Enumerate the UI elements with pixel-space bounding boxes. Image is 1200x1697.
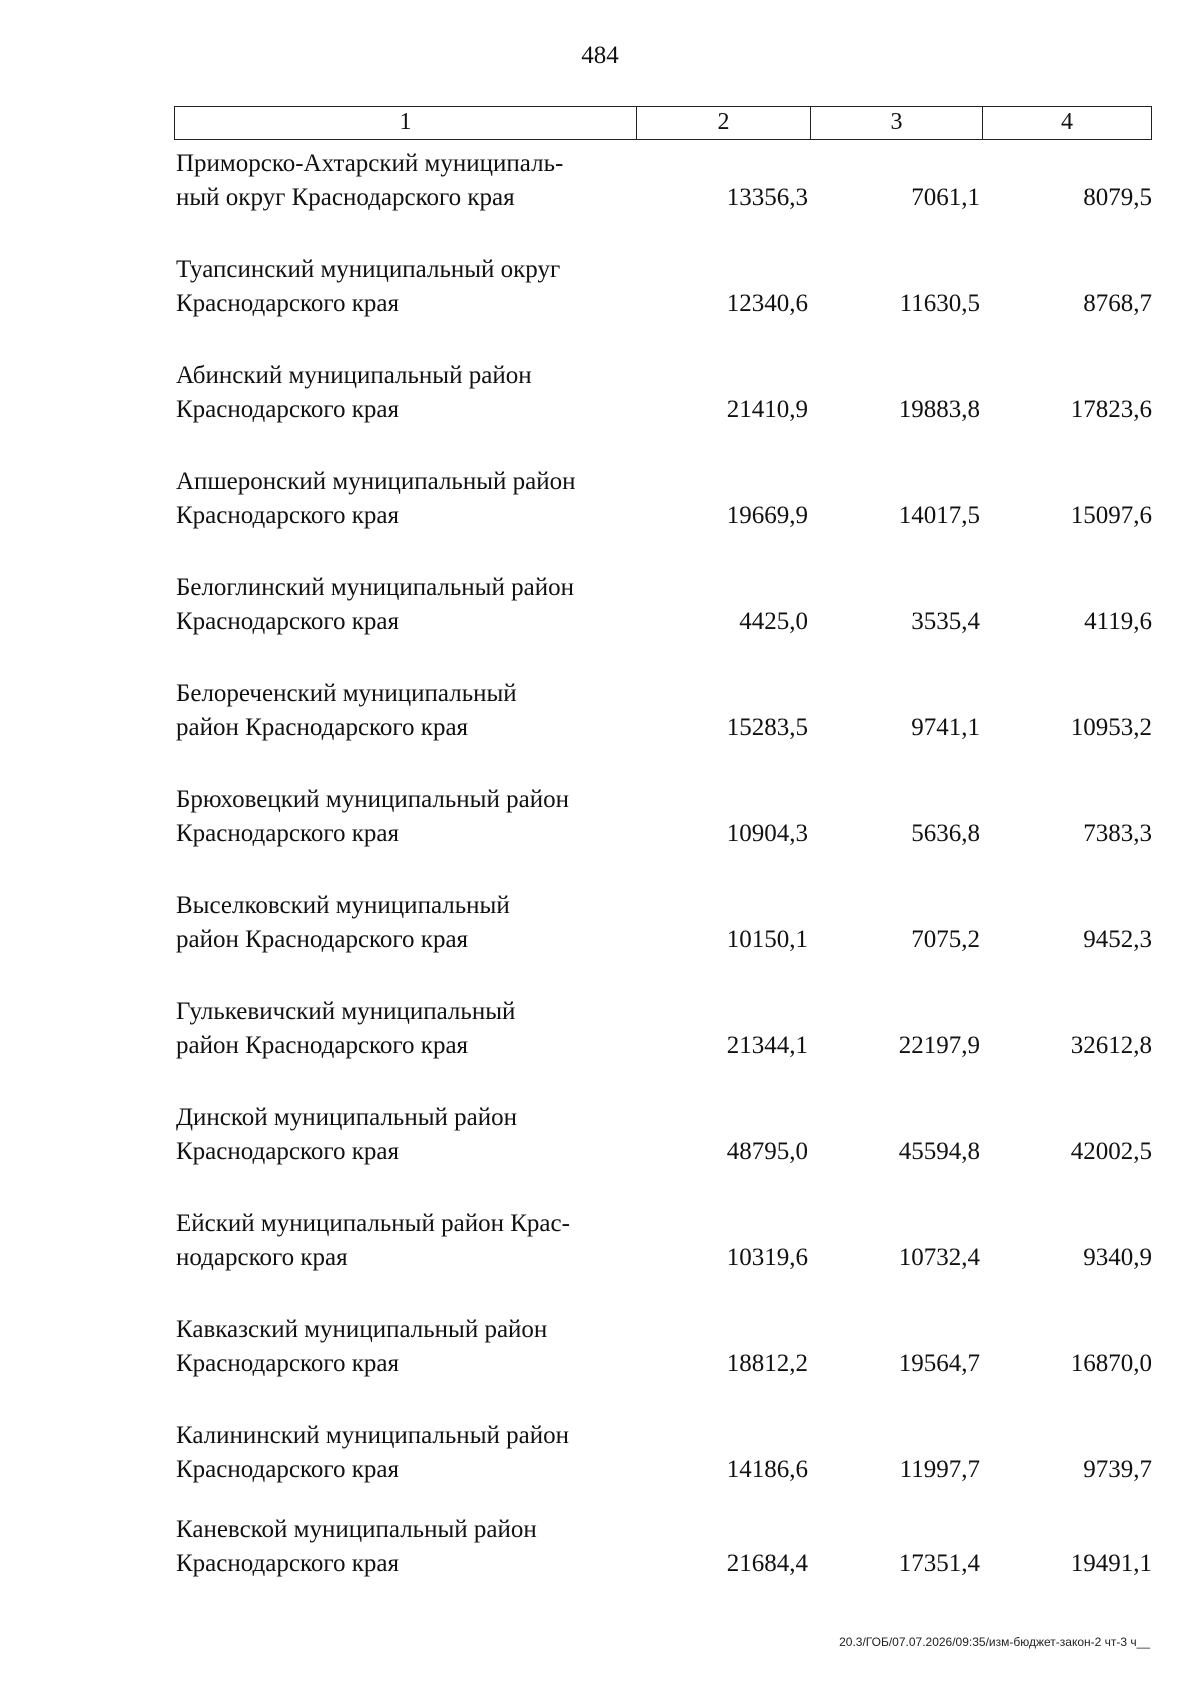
value-col-4: 10953,2 — [1070, 714, 1152, 741]
value-col-2: 21684,4 — [726, 1550, 808, 1577]
value-col-3: 5636,8 — [911, 820, 980, 847]
municipality-name: Белореченский муниципальный район Краснодарского края — [176, 680, 517, 741]
value-col-4: 42002,5 — [1070, 1138, 1152, 1165]
value-col-4: 9452,3 — [1083, 926, 1152, 953]
municipality-name: Апшеронский муниципальный район Краснодарского края — [176, 468, 576, 529]
value-col-4: 8768,7 — [1083, 290, 1152, 317]
value-col-4: 19491,1 — [1070, 1550, 1152, 1577]
value-col-3: 14017,5 — [898, 502, 980, 529]
value-col-4: 9340,9 — [1083, 1244, 1152, 1271]
value-col-3: 9741,1 — [911, 714, 980, 741]
value-col-3: 3535,4 — [911, 608, 980, 635]
municipality-name: Туапсинский муниципальный округ Краснодарского края — [176, 256, 561, 317]
municipality-name: Динской муниципальный район Краснодарского края — [176, 1104, 517, 1165]
value-col-4: 15097,6 — [1070, 502, 1152, 529]
table-row — [0, 571, 1200, 645]
page-number: 484 — [581, 42, 619, 69]
header-col-3: 3 — [811, 107, 983, 139]
value-col-3: 17351,4 — [898, 1550, 980, 1577]
value-col-2: 18812,2 — [726, 1350, 808, 1377]
municipality-name: Приморско-Ахтарский муниципаль- ный округ Краснодарского края — [176, 150, 564, 211]
value-col-3: 22197,9 — [898, 1032, 980, 1059]
value-col-2: 15283,5 — [726, 714, 808, 741]
table-row — [0, 1313, 1200, 1387]
value-col-2: 48795,0 — [726, 1138, 808, 1165]
value-col-3: 45594,8 — [898, 1138, 980, 1165]
value-col-3: 11630,5 — [899, 290, 980, 317]
header-col-2: 2 — [637, 107, 811, 139]
municipality-name: Каневской муниципальный район Краснодарского края — [176, 1516, 537, 1577]
municipality-name: Ейский муниципальный район Крас- нодарского края — [176, 1210, 570, 1271]
table-row — [0, 253, 1200, 327]
value-col-2: 12340,6 — [726, 290, 808, 317]
value-col-4: 7383,3 — [1083, 820, 1152, 847]
document-footer-code: 20.3/ГОБ/07.07.2026/09:35/изм-бюджет-закон-2 чт-3 ч__ — [839, 1635, 1150, 1649]
table-row — [0, 1101, 1200, 1175]
table-row — [0, 889, 1200, 963]
municipality-name: Белоглинский муниципальный район Краснодарского края — [176, 574, 574, 635]
value-col-2: 21410,9 — [726, 396, 808, 423]
table-row — [0, 995, 1200, 1069]
value-col-4: 17823,6 — [1070, 396, 1152, 423]
value-col-4: 9739,7 — [1083, 1456, 1152, 1483]
table-row — [0, 359, 1200, 433]
value-col-2: 10150,1 — [726, 926, 808, 953]
value-col-2: 19669,9 — [726, 502, 808, 529]
header-col-4: 4 — [1061, 109, 1073, 135]
value-col-4: 32612,8 — [1070, 1032, 1152, 1059]
value-col-3: 7075,2 — [911, 926, 980, 953]
header-col-1: 1 — [175, 107, 637, 139]
value-col-2: 10904,3 — [726, 820, 808, 847]
value-col-3: 10732,4 — [898, 1244, 980, 1271]
table-row — [0, 1419, 1200, 1493]
table-header — [174, 106, 1152, 140]
value-col-2: 13356,3 — [726, 184, 808, 211]
table-row — [0, 1513, 1200, 1587]
value-col-4: 16870,0 — [1070, 1350, 1152, 1377]
table-row — [0, 677, 1200, 751]
value-col-3: 7061,1 — [911, 184, 980, 211]
table-row — [0, 147, 1200, 221]
table-row — [0, 465, 1200, 539]
value-col-2: 10319,6 — [726, 1244, 808, 1271]
value-col-3: 19883,8 — [898, 396, 980, 423]
municipality-name: Калининский муниципальный район Краснодарского края — [176, 1422, 569, 1483]
municipality-name: Кавказский муниципальный район Краснодарского края — [176, 1316, 548, 1377]
value-col-2: 21344,1 — [726, 1032, 808, 1059]
municipality-name: Гулькевичский муниципальный район Краснодарского края — [176, 998, 516, 1059]
value-col-3: 11997,7 — [899, 1456, 980, 1483]
table-row — [0, 1207, 1200, 1281]
value-col-4: 4119,6 — [1084, 608, 1152, 635]
value-col-4: 8079,5 — [1083, 184, 1152, 211]
municipality-name: Выселковский муниципальный район Краснодарского края — [176, 892, 510, 953]
table-row — [0, 783, 1200, 857]
municipality-name: Брюховецкий муниципальный район Краснодарского края — [176, 786, 569, 847]
value-col-3: 19564,7 — [898, 1350, 980, 1377]
value-col-2: 4425,0 — [739, 608, 808, 635]
municipality-name: Абинский муниципальный район Краснодарского края — [176, 362, 532, 423]
value-col-2: 14186,6 — [726, 1456, 808, 1483]
